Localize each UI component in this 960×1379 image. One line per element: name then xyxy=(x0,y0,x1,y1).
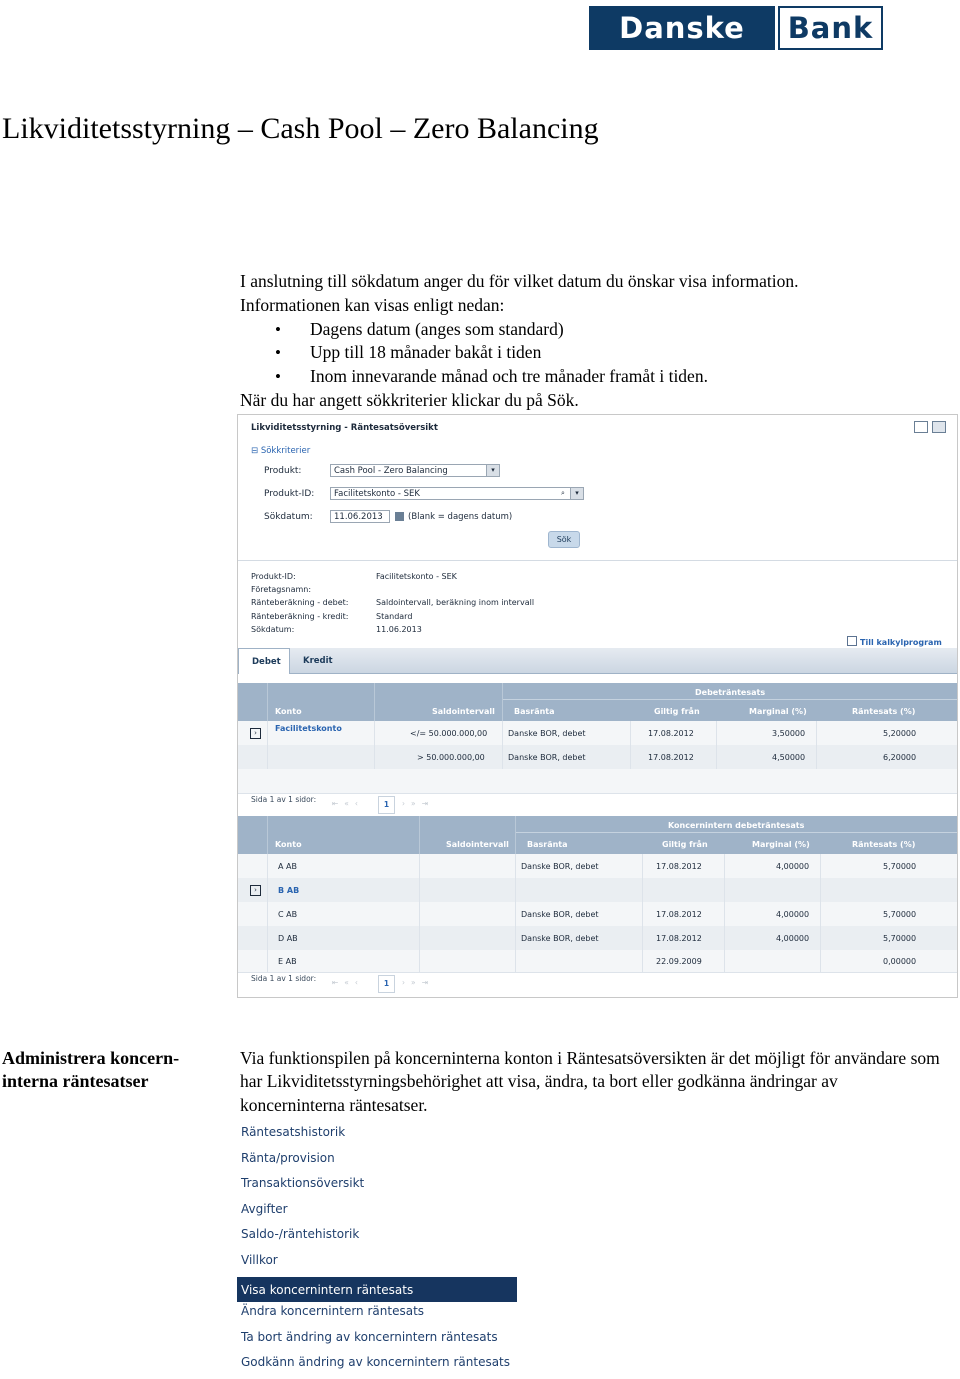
row-action-arrow[interactable]: › xyxy=(250,878,261,902)
product-id-value: Facilitetskonto - SEK xyxy=(334,489,420,499)
pager-nav-next[interactable] xyxy=(402,978,434,987)
col-basranta[interactable]: Basränta xyxy=(514,707,555,716)
summary-values xyxy=(376,570,534,636)
table2-group-header: Koncernintern debeträntesats xyxy=(668,821,805,830)
summary-label: Produkt-ID: xyxy=(251,572,296,581)
column-divider xyxy=(374,745,375,769)
rate-cell: 6,20000 xyxy=(883,752,917,762)
menu-item-balance-interest-history[interactable]: Saldo-/räntehistorik xyxy=(241,1227,360,1242)
next-fast-icon[interactable]: » xyxy=(411,978,422,987)
divider xyxy=(238,560,957,561)
chevron-down-icon[interactable]: ▾ xyxy=(570,488,583,499)
valid-cell: 17.08.2012 xyxy=(656,909,702,919)
col-rantesats[interactable]: Räntesats (%) xyxy=(852,840,916,849)
column-divider xyxy=(724,878,725,902)
product-id-label: Produkt-ID: xyxy=(264,489,315,499)
menu-item-view-intragroup-rate[interactable]: Visa koncernintern räntesats xyxy=(237,1277,517,1303)
pager-text xyxy=(251,974,316,983)
column-divider xyxy=(502,683,503,721)
collapse-icon[interactable]: ⊟ xyxy=(251,446,259,456)
product-id-select[interactable] xyxy=(330,487,584,500)
summary-value: Saldointervall, beräkning inom intervall xyxy=(376,598,535,608)
rate-cell: 0,00000 xyxy=(883,956,917,966)
menu-item-delete-intragroup-change[interactable]: Ta bort ändring av koncernintern räntesats xyxy=(241,1329,498,1344)
column-divider xyxy=(419,878,420,902)
pager-nav-next[interactable] xyxy=(402,799,434,808)
intro-bullet: • Upp till 18 månader bakåt i tiden xyxy=(240,341,940,365)
column-divider xyxy=(267,902,268,926)
search-button[interactable]: Sök xyxy=(548,531,580,548)
menu-item-fees[interactable]: Avgifter xyxy=(241,1201,288,1216)
tab-bar xyxy=(238,648,957,674)
menu-item-terms[interactable]: Villkor xyxy=(241,1252,278,1267)
prev-fast-icon[interactable]: « xyxy=(344,799,355,808)
rate-cell: 5,20000 xyxy=(883,728,917,738)
intro-text xyxy=(240,270,940,413)
table1-header xyxy=(238,683,957,721)
column-divider xyxy=(816,721,817,745)
menu-item-rate-history[interactable]: Räntesatshistorik xyxy=(241,1125,346,1139)
summary-label: Ränteberäkning - kredit: xyxy=(251,611,349,621)
account-cell: C AB xyxy=(278,909,298,919)
column-divider xyxy=(630,721,631,745)
pager-label: Sida 1 av 1 sidor: xyxy=(251,974,317,983)
col-rantesats[interactable]: Räntesats (%) xyxy=(852,707,916,716)
product-select[interactable] xyxy=(330,464,500,477)
page-number[interactable]: 1 xyxy=(378,796,395,814)
column-divider xyxy=(716,721,717,745)
first-page-icon[interactable]: ⇤ xyxy=(332,799,345,808)
column-divider xyxy=(816,745,817,769)
calc-link[interactable] xyxy=(847,636,942,647)
column-divider xyxy=(502,745,503,769)
valid-cell: 17.08.2012 xyxy=(656,861,702,871)
col-basranta[interactable]: Basränta xyxy=(527,840,568,849)
column-divider xyxy=(267,854,268,878)
table2-header xyxy=(238,816,957,854)
base-cell: Danske BOR, debet xyxy=(508,728,586,738)
col-marginal[interactable]: Marginal (%) xyxy=(749,707,807,716)
col-saldointervall[interactable]: Saldointervall xyxy=(432,707,495,716)
summary-value: Standard xyxy=(376,611,413,621)
base-cell: Danske BOR, debet xyxy=(508,752,586,762)
help-icon[interactable] xyxy=(914,421,928,433)
base-cell: Danske BOR, debet xyxy=(521,909,599,919)
intro-bullet: • Dagens datum (anges som standard) xyxy=(240,318,940,342)
column-divider xyxy=(502,721,503,745)
column-divider xyxy=(716,745,717,769)
valid-cell: 17.08.2012 xyxy=(648,728,694,738)
account-cell: D AB xyxy=(278,933,298,943)
column-divider xyxy=(515,854,516,878)
calc-link-label: Till kalkylprogram xyxy=(860,638,942,647)
column-divider xyxy=(267,745,268,769)
divider xyxy=(515,832,957,833)
column-divider xyxy=(419,950,420,972)
calendar-icon[interactable] xyxy=(395,512,404,521)
page-number[interactable]: 1 xyxy=(378,975,395,993)
col-konto[interactable]: Konto xyxy=(275,707,302,716)
column-divider xyxy=(820,950,821,972)
page-title: Likviditetsstyrning – Cash Pool – Zero Balancing xyxy=(2,112,599,145)
valid-cell: 17.08.2012 xyxy=(656,933,702,943)
intro-line-1: I anslutning till sökdatum anger du för vilket datum du önskar visa information. xyxy=(240,271,799,291)
rate-cell: 5,70000 xyxy=(883,933,917,943)
screen-header: Likviditetsstyrning - Räntesatsöversikt xyxy=(251,423,438,433)
account-cell: E AB xyxy=(278,956,297,966)
column-divider xyxy=(642,878,643,902)
summary-value: 11.06.2013 xyxy=(376,624,422,634)
column-divider xyxy=(630,745,631,769)
menu-item-approve-intragroup-change[interactable]: Godkänn ändring av koncernintern räntesats xyxy=(241,1355,511,1370)
table-row xyxy=(238,854,957,879)
divider xyxy=(502,699,957,700)
column-divider xyxy=(515,816,516,854)
summary-labels xyxy=(251,570,348,636)
section-body: Via funktionspilen på koncerninterna konton i Räntesatsöversikten är det möjligt för användare som har Likviditetsstyrningsbehörighet att visa, ändra, ta bort eller godkänna ändringar av koncerninterna räntesatser. xyxy=(240,1048,940,1115)
intro-line-2: Informationen kan visas enligt nedan: xyxy=(240,294,505,315)
column-divider xyxy=(267,926,268,950)
account-cell: A AB xyxy=(278,861,297,871)
margin-cell: 3,50000 xyxy=(772,728,806,738)
summary-label: Sökdatum: xyxy=(251,624,295,634)
column-divider xyxy=(515,926,516,950)
prev-fast-icon[interactable]: « xyxy=(344,978,355,987)
base-cell: Danske BOR, debet xyxy=(521,933,599,943)
logo-left: Danske xyxy=(589,6,775,50)
column-divider xyxy=(820,854,821,878)
row-action-arrow[interactable]: › xyxy=(250,721,261,745)
col-marginal[interactable]: Marginal (%) xyxy=(752,840,810,849)
col-konto[interactable]: Konto xyxy=(275,840,302,849)
base-cell: Danske BOR, debet xyxy=(521,861,599,871)
margin-cell: 4,00000 xyxy=(776,933,810,943)
menu-item-edit-intragroup-rate[interactable]: Ändra koncernintern räntesats xyxy=(241,1304,425,1319)
column-divider xyxy=(419,926,420,950)
column-divider xyxy=(267,878,268,902)
column-divider xyxy=(724,926,725,950)
margin-cell: 4,50000 xyxy=(772,752,806,762)
column-divider xyxy=(374,683,375,721)
first-page-icon[interactable]: ⇤ xyxy=(332,978,345,987)
criteria-toggle[interactable] xyxy=(251,446,310,456)
danske-bank-logo xyxy=(589,6,883,50)
date-label: Sökdatum: xyxy=(264,512,313,522)
intro-bullet: • Inom innevarande månad och tre månader framåt i tiden. xyxy=(240,365,940,389)
valid-cell: 17.08.2012 xyxy=(648,752,694,762)
next-fast-icon[interactable]: » xyxy=(411,799,422,808)
tab-debet[interactable]: Debet xyxy=(238,648,290,674)
col-giltig-fran[interactable]: Giltig från xyxy=(662,840,708,849)
summary-value: Facilitetskonto - SEK xyxy=(376,572,457,581)
last-page-icon[interactable]: ⇥ xyxy=(421,799,434,808)
next-icon[interactable]: › xyxy=(402,978,411,987)
column-divider xyxy=(267,816,268,854)
column-divider xyxy=(267,683,268,721)
date-input[interactable]: 11.06.2013 xyxy=(330,510,390,523)
column-divider xyxy=(267,950,268,972)
search-icon[interactable]: ⌕ xyxy=(561,489,565,497)
logo-right: Bank xyxy=(778,6,883,50)
product-label: Produkt: xyxy=(264,466,302,476)
column-divider xyxy=(820,878,821,902)
account-link[interactable]: B AB xyxy=(278,885,300,895)
section-heading-line-1: Administrera koncern- xyxy=(2,1048,180,1068)
column-divider xyxy=(515,878,516,902)
last-page-icon[interactable]: ⇥ xyxy=(421,978,434,987)
rate-overview-screenshot xyxy=(237,414,958,998)
valid-cell: 22.09.2009 xyxy=(656,956,702,966)
rate-cell: 5,70000 xyxy=(883,861,917,871)
table1-group-header: Debeträntesats xyxy=(695,688,766,697)
account-link[interactable]: Facilitetskonto xyxy=(275,724,342,733)
criteria-title: Sökkriterier xyxy=(260,446,311,456)
column-divider xyxy=(267,721,268,745)
next-icon[interactable]: › xyxy=(402,799,411,808)
date-hint: (Blank = dagens datum) xyxy=(408,512,513,522)
intro-line-3: När du har angett sökkriterier klickar du på Sök. xyxy=(240,389,579,410)
pager-label: Sida 1 av 1 sidor: xyxy=(251,795,317,804)
margin-cell: 4,00000 xyxy=(776,909,810,919)
summary-label: Företagsnamn: xyxy=(251,585,312,595)
function-menu xyxy=(237,1123,517,1379)
column-divider xyxy=(515,902,516,926)
table-row xyxy=(238,878,957,903)
menu-item-transaction-overview[interactable]: Transaktionsöversikt xyxy=(241,1176,365,1191)
column-divider xyxy=(642,926,643,950)
column-divider xyxy=(724,902,725,926)
pager-nav-prev[interactable] xyxy=(332,799,364,808)
product-value: Cash Pool - Zero Balancing xyxy=(334,466,448,476)
table-row xyxy=(238,769,957,794)
column-divider xyxy=(642,854,643,878)
pager-text xyxy=(251,795,316,804)
print-icon[interactable] xyxy=(932,421,946,433)
column-divider xyxy=(419,854,420,878)
summary-label: Ränteberäkning - debet: xyxy=(251,598,349,608)
menu-item-interest-commission[interactable]: Ränta/provision xyxy=(241,1150,335,1165)
pager-nav-prev[interactable] xyxy=(332,978,364,987)
table-row xyxy=(238,926,957,951)
column-divider xyxy=(724,950,725,972)
rate-cell: 5,70000 xyxy=(883,909,917,919)
column-divider xyxy=(515,950,516,972)
col-giltig-fran[interactable]: Giltig från xyxy=(654,707,700,716)
column-divider xyxy=(642,950,643,972)
col-saldointervall[interactable]: Saldointervall xyxy=(446,840,509,849)
section-heading xyxy=(2,1047,222,1093)
summary-value xyxy=(376,583,534,596)
table-row xyxy=(238,745,957,770)
interval-cell: </= 50.000.000,00 xyxy=(410,728,488,738)
column-divider xyxy=(374,721,375,745)
margin-cell: 4,00000 xyxy=(776,861,810,871)
table-row xyxy=(238,721,957,746)
prev-icon[interactable]: ‹ xyxy=(354,799,364,808)
column-divider xyxy=(724,854,725,878)
table-row xyxy=(238,950,957,973)
tab-kredit[interactable]: Kredit xyxy=(303,656,333,666)
column-divider xyxy=(820,926,821,950)
column-divider xyxy=(419,902,420,926)
column-divider xyxy=(820,902,821,926)
interval-cell: > 50.000.000,00 xyxy=(417,752,485,762)
column-divider xyxy=(642,902,643,926)
column-divider xyxy=(419,816,420,854)
calculator-icon[interactable] xyxy=(847,636,857,646)
table-row xyxy=(238,902,957,927)
chevron-down-icon[interactable]: ▾ xyxy=(486,465,499,476)
section-heading-line-2: interna räntesatser xyxy=(2,1071,149,1091)
prev-icon[interactable]: ‹ xyxy=(354,978,364,987)
intro-bullets xyxy=(240,318,940,389)
